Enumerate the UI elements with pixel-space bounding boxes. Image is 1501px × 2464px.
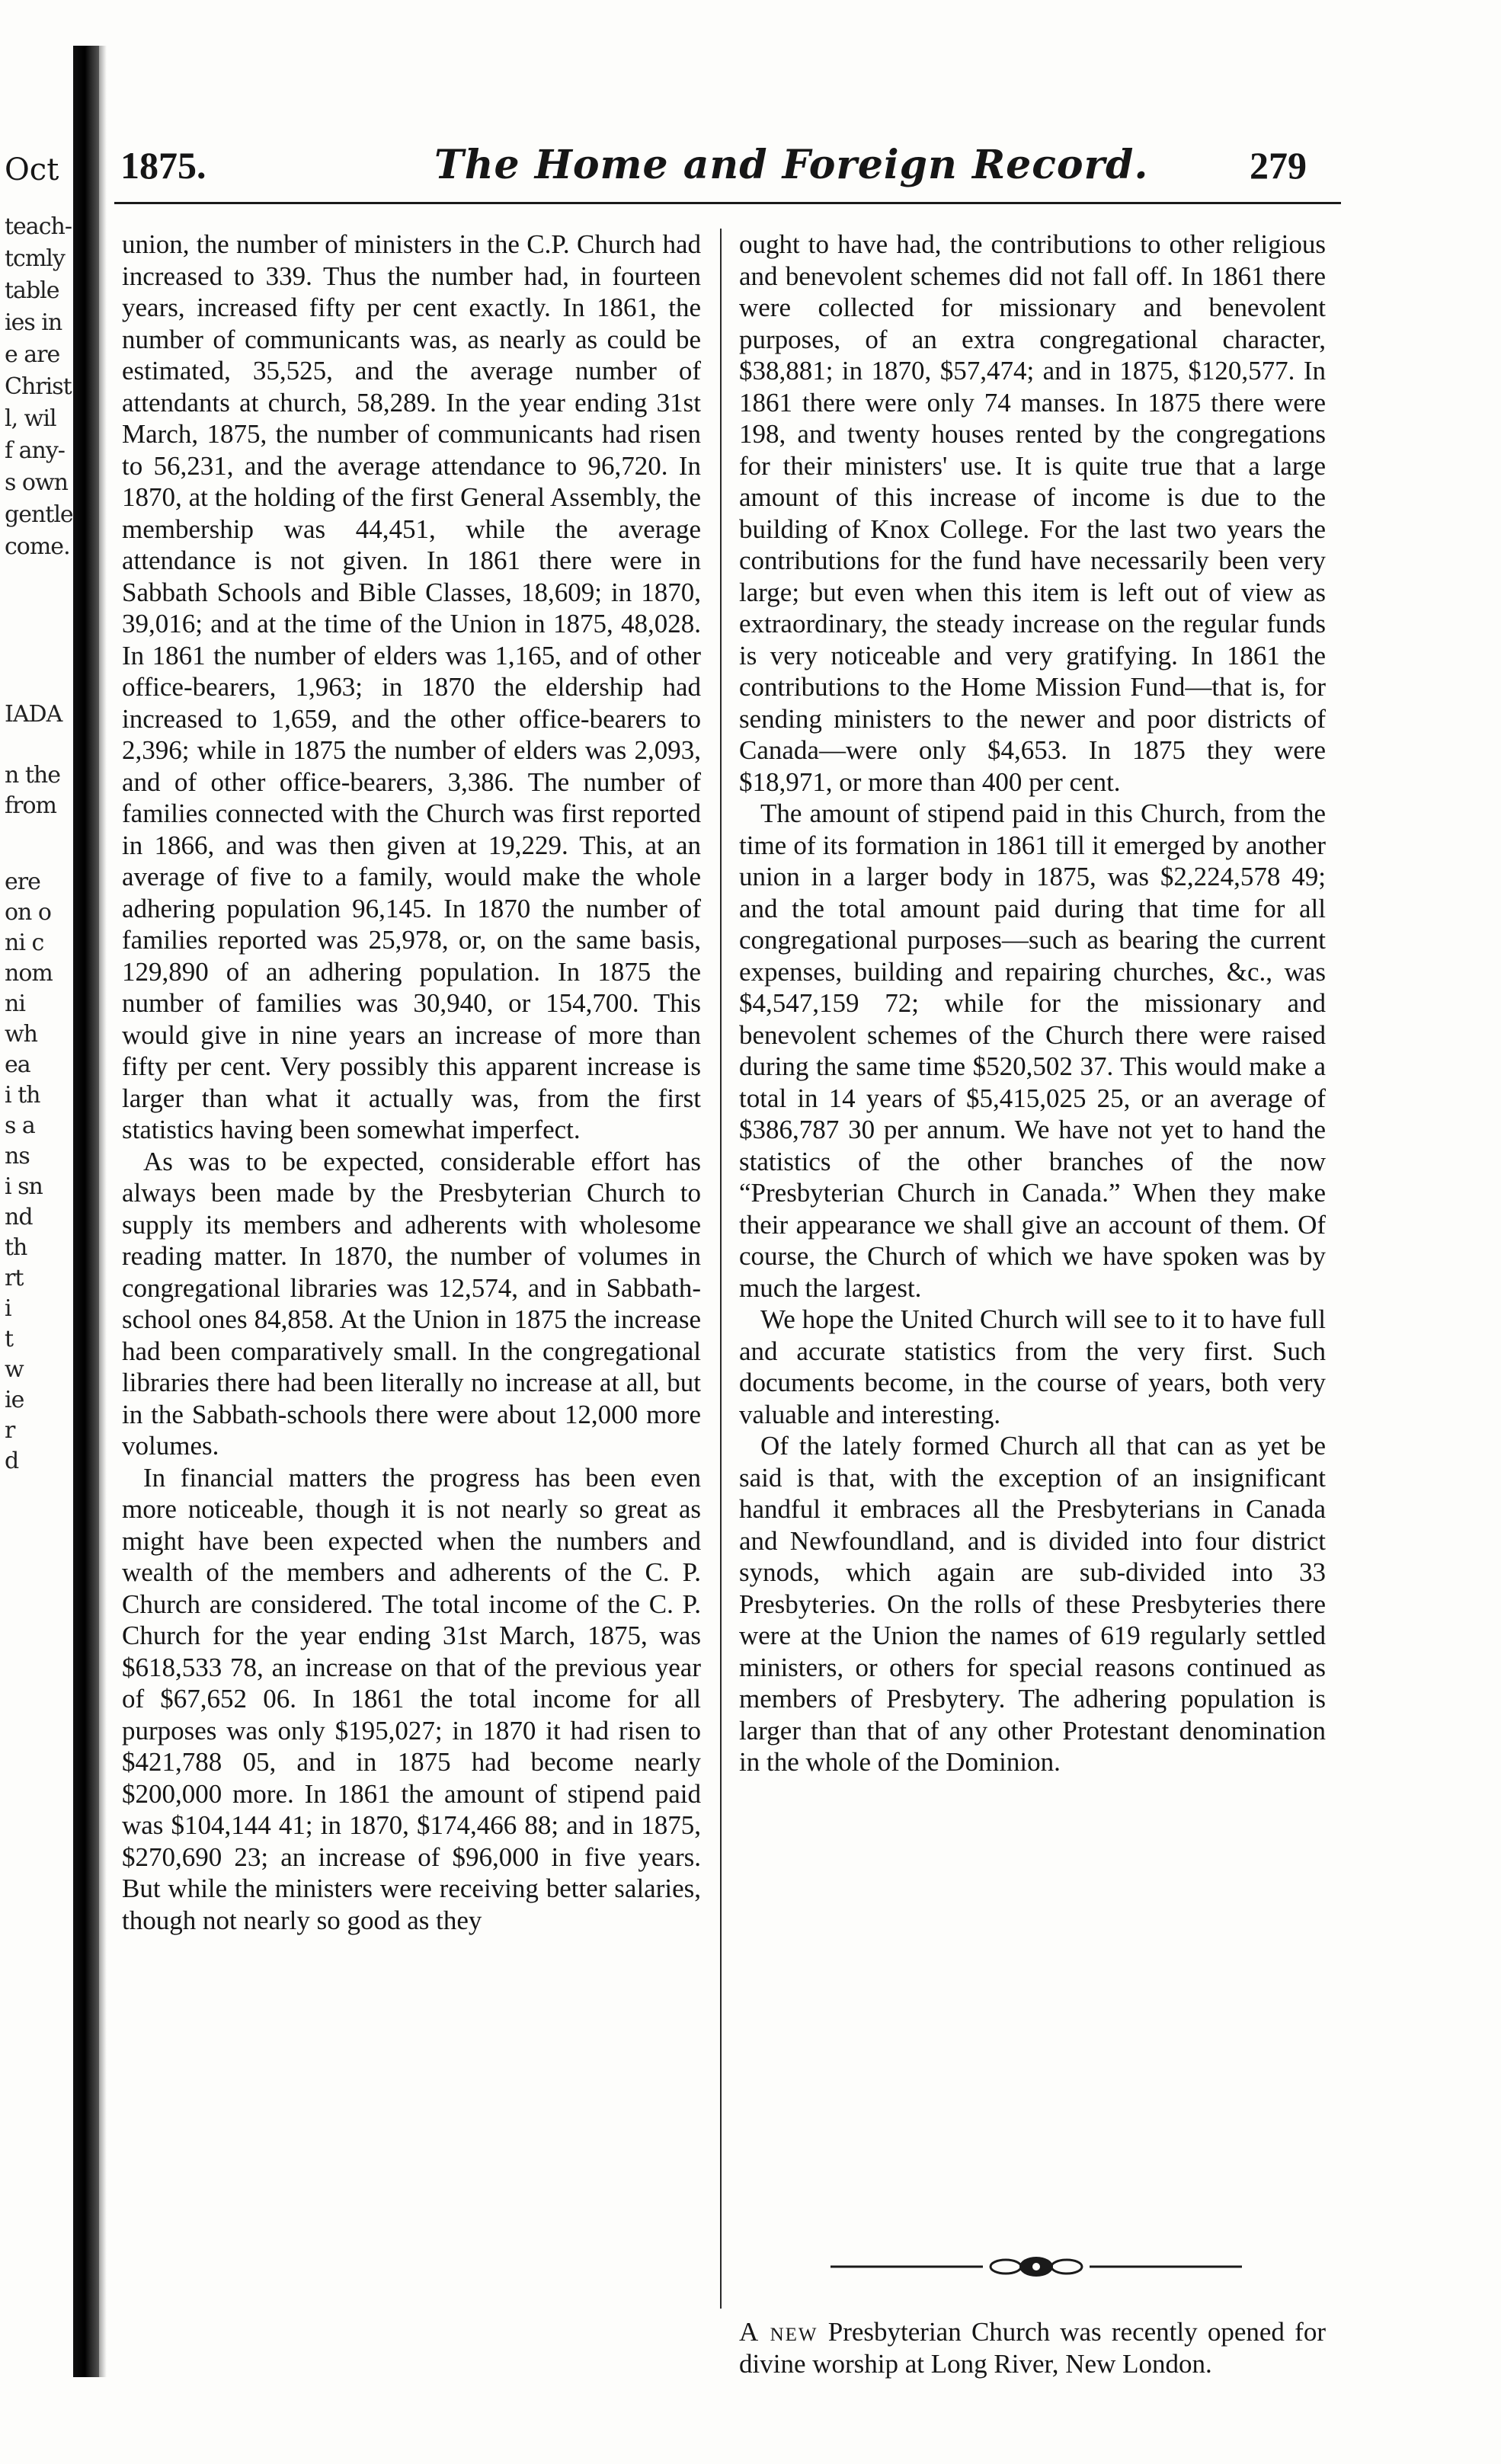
gutter-fragment: teach- [5, 213, 72, 240]
paragraph: As was to be expected, considerable effort has always been made by the Presbyterian Church to supply its members and adherents with wholesome reading matter. In 1870, the number of volumes in congregational libraries was 12,574, and in Sabbath-school ones 84,858. At the Union in 1875 the increase had been comparatively small. In the congregational libraries there had been literally no increase at all, but in the Sabbath-schools there were about 12,000 more volumes. [122, 1146, 701, 1461]
binding-fade [99, 46, 107, 2377]
paragraph: ought to have had, the contributions to other religious and benevolent schemes did not fall off. In 1861 there were collected for missionary and benevolent purposes, of an extra congregational character, $38,881; in 1870, $57,474; and in 1875, $120,577. In 1861 there were only 74 manses. In 1875 there were 198, and twenty houses rented by the congregations for their ministers' use. It is quite true that a large amount of this increase of income is due to the building of Knox College. For the last two years the contributions for the fund have necessarily been very large; but even when this item is left out of view as extraordinary, the steady increase on the regular funds is very noticeable and very gratifying. In 1861 the contributions to the Home Mission Fund—that is, for sending ministers to the newer and poor districts of Canada—were only $4,653. In 1875 they were $18,971, or more than 400 per cent. [739, 229, 1326, 797]
binding-shadow [73, 46, 99, 2377]
gutter-fragment: ns [5, 1143, 30, 1170]
paragraph: Of the lately formed Church all that can as yet be said is that, with the exception of an insignificant handful it embraces all the Presbyterians in Canada and Newfoundland, and is divided into four district synods, which again are sub-divided into 33 Presbyteries. On the rolls of these Presbyteries there were at the Union the names of 619 regularly settled ministers, or others for special reasons continued as members of Presbytery. The adhering population is larger than that of any other Protestant denomination in the whole of the Dominion. [739, 1431, 1326, 1777]
gutter-fragment: wh [5, 1021, 37, 1048]
gutter-fragment: f any- [5, 437, 65, 464]
gutter-fragment: w [5, 1356, 24, 1383]
gutter-fragment: ere [5, 869, 40, 895]
left-column [122, 229, 701, 1936]
gutter-fragment: on o [5, 899, 51, 926]
ornament-divider [831, 2251, 1242, 2282]
margin-fragment-oct: Oct [5, 152, 59, 187]
gutter-fragment: i sn [5, 1173, 43, 1200]
page-number: 279 [1250, 144, 1307, 187]
gutter-fragment: tcmly [5, 245, 65, 272]
gutter-fragment: r [5, 1417, 15, 1444]
gutter-fragment: th [5, 1234, 27, 1261]
paragraph: union, the number of ministers in the C.P. Church had increased to 339. Thus the number had, in fourteen years, increased fifty per cent exactly. In 1861, the number of communicants was, as nearly as could be estimated, 35,525, and the average number of attendants at church, 58,289. In the year ending 31st March, 1875, the number of communicants had risen to 56,231, and the average attendance to 96,720. In 1870, at the holding of the first General Assembly, the membership was 44,451, while the average attendance is not given. In 1861 there were in Sabbath Schools and Bible Classes, 18,609; in 1870, 39,016; and at the time of the Union in 1875, 48,028. In 1861 the number of elders was 1,165, and of other office-bearers, 1,963; in 1870 the eldership had increased to 1,659, and the other office-bearers to 2,396; while in 1875 the number of elders was 2,093, and of other office-bearers, 3,386. The number of families connected with the Church was first reported in 1866, and was then given at 19,229. This, at an average of five to a family, would make the whole adhering population 96,145. In 1870 the number of families reported was 25,978, or, on the same basis, 129,890 of an adhering population. In 1875 the number of families was 30,940, or 154,700. This would give in nine years an increase of more than fifty per cent. Very possibly this apparent increase is larger than what it actually was, from the first statistics having been somewhat imperfect. [122, 229, 701, 1144]
gutter-fragment: ni [5, 990, 25, 1017]
gutter-fragment: s a [5, 1112, 35, 1139]
gutter-fragment: rt [5, 1265, 24, 1291]
right-column [739, 229, 1326, 1778]
gutter-fragment: come. [5, 533, 70, 560]
gutter-fragment: nom [5, 960, 53, 987]
gutter-fragment: nd [5, 1204, 33, 1230]
notice-lead: A new [739, 2317, 818, 2347]
gutter-fragment: e are [5, 341, 60, 368]
running-head-year: 1875. [120, 144, 206, 187]
gutter-fragment: i [5, 1295, 11, 1322]
gutter-fragment: s own [5, 469, 68, 496]
gutter-fragment: table [5, 277, 59, 304]
column-divider [720, 229, 722, 2309]
gutter-fragment: l, wil [5, 405, 56, 432]
gutter-fragment: from [5, 792, 56, 819]
gutter-fragment: ie [5, 1387, 24, 1413]
notice-body: Presbyterian Church was recently opened for divine worship at Long River, New London. [739, 2317, 1326, 2379]
church-opening-notice [739, 2316, 1326, 2379]
gutter-fragment: ies in [5, 309, 62, 336]
gutter-fragment: gentle [5, 501, 73, 528]
gutter-fragment: t [5, 1326, 14, 1352]
paragraph: In financial matters the progress has been even more noticeable, though it is not nearly so great as might have been expected when the numbers and wealth of the members and adherents of the C. P. Church are considered. The total income of the C. P. Church for the year ending 31st March, 1875, was $618,533 78, an increase on that of the previous year of $67,652 06. In 1861 the total income for all purposes was only $195,027; in 1870 it had risen to $421,788 05, and in 1875 had become nearly $200,000 more. In 1861 the amount of stipend paid was $104,144 41; in 1870, $174,466 88; and in 1875, $270,690 23; an increase of $96,000 in five years. But while the ministers were receiving better salaries, though not nearly so good as they [122, 1462, 701, 1935]
gutter-fragment: ea [5, 1051, 30, 1078]
running-head-title: The Home and Foreign Record. [434, 142, 1149, 188]
header-rule [114, 202, 1341, 204]
gutter-fragment: IADA [5, 701, 62, 728]
gutter-fragment: d [5, 1448, 19, 1474]
running-head [0, 137, 1501, 190]
gutter-fragment: Christ [5, 373, 72, 400]
gutter-fragment: i th [5, 1082, 40, 1109]
paragraph: We hope the United Church will see to it to have full and accurate statistics from the very first. Such documents become, in the course of years, both very valuable and interesting. [739, 1304, 1326, 1429]
paragraph: The amount of stipend paid in this Church, from the time of its formation in 1861 till it emerged by another union in a larger body in 1875, was $2,224,578 49; and the total amount paid during that time for all congregational purposes—such as bearing the current expenses, building and repairing churches, &c., was $4,547,159 72; while for the missionary and benevolent schemes of the Church there were raised during the same time $520,502 37. This would make a total in 14 years of $5,415,025 25, or an average of $386,787 30 per annum. We have not yet to hand the statistics of the other branches of the now “Presbyterian Church in Canada.” When they make their appearance we shall give an account of them. Of course, the Church of which we have spoken was by much the largest. [739, 798, 1326, 1303]
gutter-fragment: n the [5, 762, 60, 789]
gutter-fragment: ni c [5, 930, 44, 956]
